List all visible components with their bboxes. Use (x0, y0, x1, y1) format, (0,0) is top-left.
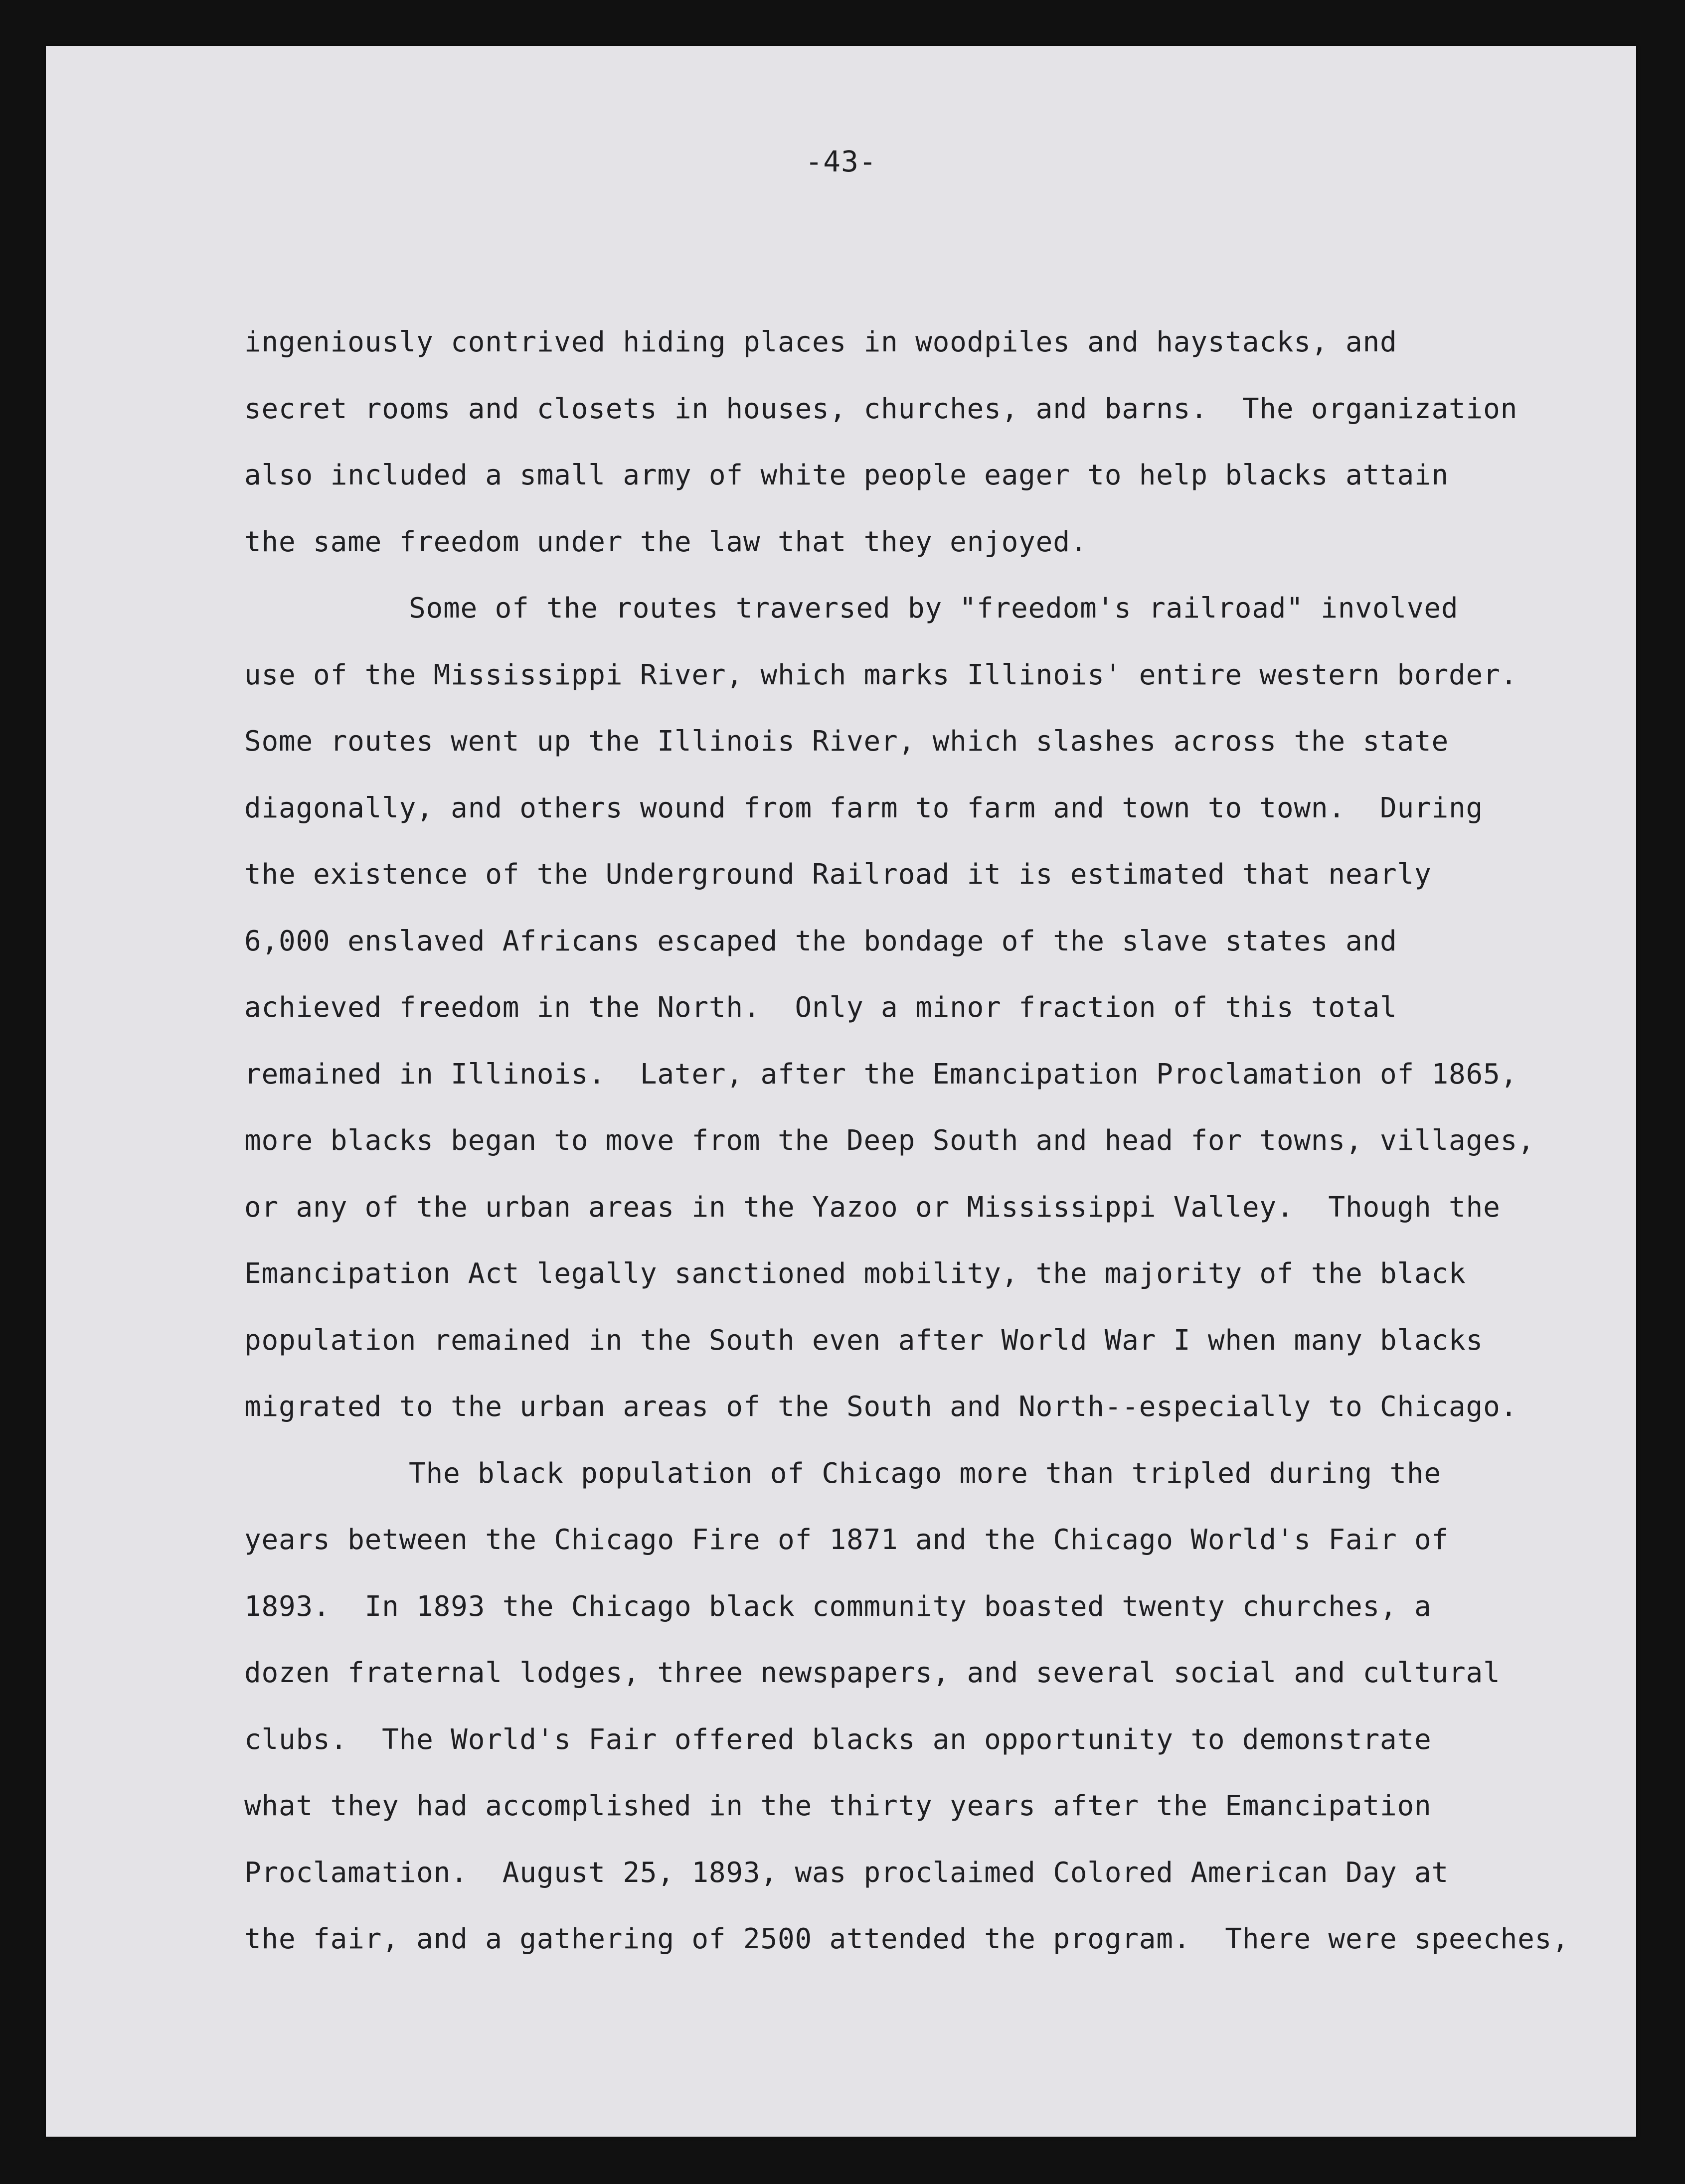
text-line: or any of the urban areas in the Yazoo or Mississippi Valley. Though the (244, 1191, 1501, 1224)
paragraph-first-line: Some of the routes traversed by "freedom's railroad" involved (409, 592, 1459, 624)
text-line: more blacks began to move from the Deep South and head for towns, villages, (244, 1124, 1535, 1157)
text-line: diagonally, and others wound from farm to farm and town to town. During (244, 791, 1484, 824)
paragraph-first-line: The black population of Chicago more than tripled during the (409, 1457, 1441, 1490)
body-text (244, 309, 1620, 1973)
page-number: -43- (805, 145, 877, 178)
text-line: years between the Chicago Fire of 1871 and the Chicago World's Fair of (244, 1524, 1449, 1556)
text-line: Proclamation. August 25, 1893, was proclaimed Colored American Day at (244, 1856, 1449, 1889)
text-line: population remained in the South even after World War I when many blacks (244, 1324, 1484, 1357)
text-line: the fair, and a gathering of 2500 attended the program. There were speeches, (244, 1923, 1569, 1955)
text-line: also included a small army of white people eager to help blacks attain (244, 459, 1449, 491)
text-line: ingeniously contrived hiding places in woodpiles and haystacks, and (244, 326, 1397, 358)
text-line: 1893. In 1893 the Chicago black community boasted twenty churches, a (244, 1590, 1432, 1623)
text-line: 6,000 enslaved Africans escaped the bondage of the slave states and (244, 925, 1397, 957)
text-line: Emancipation Act legally sanctioned mobility, the majority of the black (244, 1257, 1466, 1290)
text-line: clubs. The World's Fair offered blacks an opportunity to demonstrate (244, 1723, 1432, 1756)
text-line: Some routes went up the Illinois River, which slashes across the state (244, 725, 1449, 758)
text-line: achieved freedom in the North. Only a minor fraction of this total (244, 991, 1397, 1024)
text-line: the existence of the Underground Railroad it is estimated that nearly (244, 858, 1432, 891)
text-line: migrated to the urban areas of the South and North--especially to Chicago. (244, 1391, 1518, 1423)
text-line: the same freedom under the law that they enjoyed. (244, 525, 1088, 558)
text-line: secret rooms and closets in houses, churches, and barns. The organization (244, 392, 1518, 425)
text-line: remained in Illinois. Later, after the Emancipation Proclamation of 1865, (244, 1058, 1518, 1091)
text-line: use of the Mississippi River, which marks Illinois' entire western border. (244, 658, 1518, 691)
text-line: dozen fraternal lodges, three newspapers, and several social and cultural (244, 1657, 1501, 1689)
text-line: what they had accomplished in the thirty years after the Emancipation (244, 1790, 1432, 1822)
document-page (46, 46, 1636, 2137)
